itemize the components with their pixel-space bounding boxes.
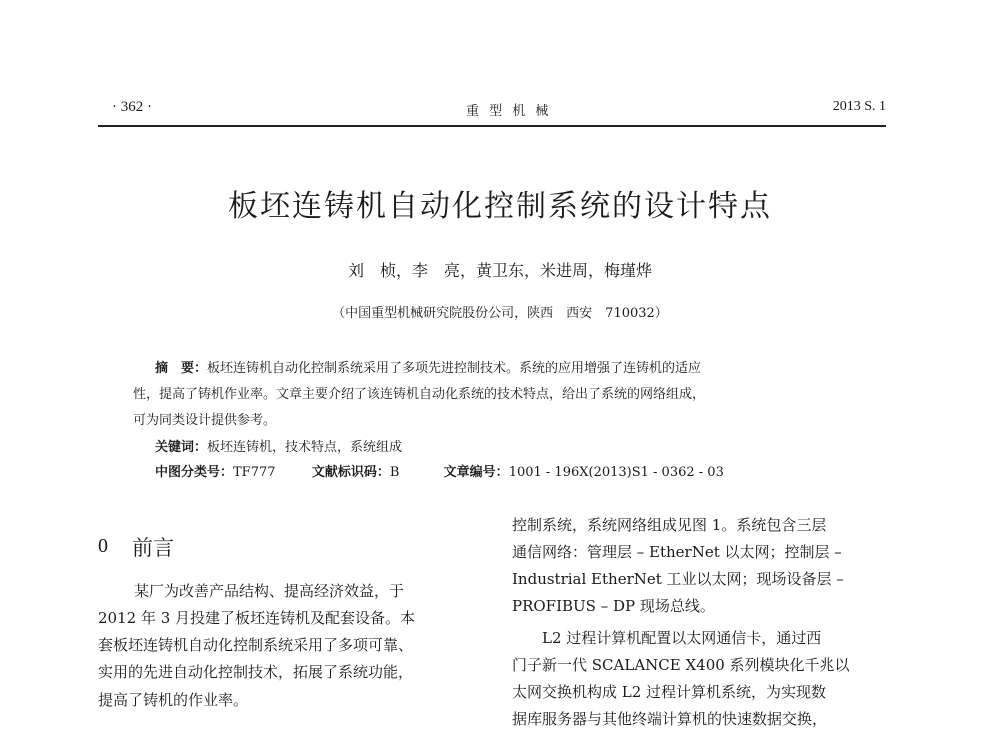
abstract-line-2: 性，提高了铸机作业率。文章主要介绍了该连铸机自动化系统的技术特点，给出了系统的网络组成， bbox=[133, 387, 706, 402]
section-number: 0 bbox=[98, 535, 108, 557]
abstract-line-3: 可为同类设计提供参考。 bbox=[133, 413, 277, 428]
left-line-4: 实用的先进自动化控制技术，拓展了系统功能， bbox=[98, 663, 414, 681]
author-list: 刘 桢，李 亮，黄卫东，米进周，梅瑾烨 bbox=[347, 261, 652, 280]
right-line-8: 据库服务器与其他终端计算机的快速数据交换， bbox=[512, 710, 828, 728]
doc-code-label: 文献标识码： bbox=[311, 465, 390, 480]
affiliation: （中国重型机械研究院股份公司，陕西 西安 710032） bbox=[332, 306, 668, 321]
header-rule bbox=[98, 125, 886, 127]
right-line-5: L2 过程计算机配置以太网通信卡，通过西 bbox=[542, 629, 822, 647]
abstract-label: 摘 要： bbox=[155, 361, 208, 376]
left-line-1: 某厂为改善产品结构、提高经济效益，于 bbox=[134, 582, 405, 600]
page-number: · 362 · bbox=[112, 99, 152, 115]
keywords-label: 关键词： bbox=[155, 440, 208, 455]
section-title: 前言 bbox=[132, 536, 174, 560]
keywords-text: 板坯连铸机，技术特点，系统组成 bbox=[207, 440, 403, 455]
left-line-2: 2012 年 3 月投建了板坯连铸机及配套设备。本 bbox=[98, 609, 416, 627]
journal-name: 重 型 机 械 bbox=[466, 104, 552, 119]
abstract-line-1 bbox=[155, 357, 701, 376]
doc-code-value: B bbox=[389, 465, 400, 480]
left-line-3: 套板坯连铸机自动化控制系统采用了多项可靠、 bbox=[98, 636, 414, 654]
article-number-label: 文章编号： bbox=[443, 465, 509, 480]
right-line-4: PROFIBUS – DP 现场总线。 bbox=[512, 597, 715, 615]
right-line-7: 太网交换机构成 L2 过程计算机系统，为实现数 bbox=[512, 683, 827, 701]
right-line-6: 门子新一代 SCALANCE X400 系列模块化千兆以 bbox=[512, 656, 850, 674]
right-line-2: 通信网络：管理层 – EtherNet 以太网；控制层 – bbox=[512, 543, 842, 561]
abstract-text-1: 板坯连铸机自动化控制系统采用了多项先进控制技术。系统的应用增强了连铸机的适应 bbox=[207, 361, 702, 376]
right-line-3: Industrial EtherNet 工业以太网；现场设备层 – bbox=[512, 570, 844, 588]
article-number-value: 1001 - 196X(2013)S1 - 0362 - 03 bbox=[508, 465, 724, 480]
clc-value: TF777 bbox=[233, 465, 276, 480]
right-line-1: 控制系统，系统网络组成见图 1。系统包含三层 bbox=[512, 516, 827, 534]
left-line-5: 提高了铸机的作业率。 bbox=[98, 691, 249, 709]
clc-label: 中图分类号： bbox=[155, 465, 234, 480]
issue-label: 2013 S. 1 bbox=[832, 99, 886, 114]
classification-line bbox=[155, 461, 724, 480]
paper-title: 板坯连铸机自动化控制系统的设计特点 bbox=[228, 189, 772, 224]
keywords-line bbox=[155, 436, 402, 455]
